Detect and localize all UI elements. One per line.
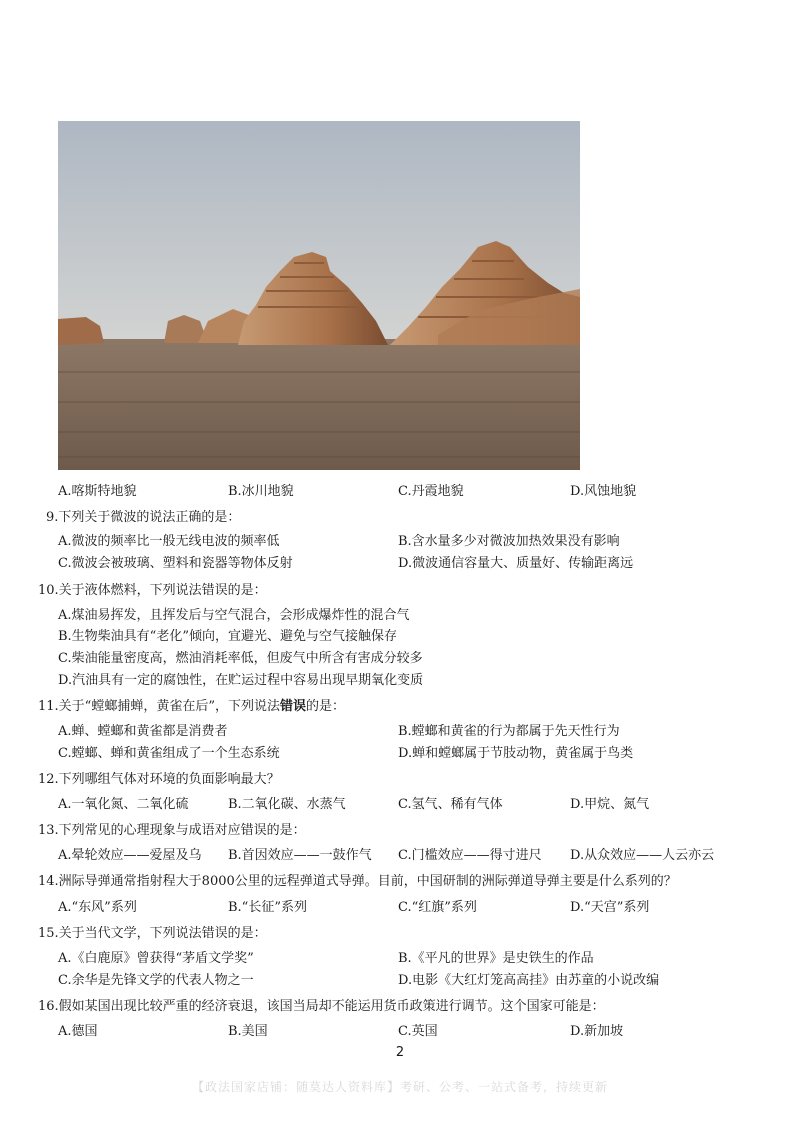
q8-option-d: D.风蚀地貌	[570, 484, 637, 499]
q10-stem: 10.关于液体燃料，下列说法错误的是：	[38, 583, 267, 598]
q10-option-d: D.汽油具有一定的腐蚀性，在贮运过程中容易出现早期氧化变质	[58, 673, 424, 688]
q12-option-c: C.氢气、稀有气体	[398, 797, 503, 812]
q8-option-c: C.丹霞地貌	[398, 484, 464, 499]
q11-option-d: D.蝉和螳螂属于节肢动物，黄雀属于鸟类	[398, 746, 634, 761]
q11-stem-before: 11.关于“螳螂捕蝉，黄雀在后”，下列说法	[38, 699, 280, 714]
footer-watermark-text: 【政法国家店铺：随莫达人资料库】考研、公考、一站式备考，持续更新	[191, 1080, 608, 1094]
yardang-landscape-image	[58, 121, 580, 470]
q12-stem: 12.下列哪组气体对环境的负面影响最大？	[38, 772, 280, 787]
q15-stem: 15.关于当代文学，下列说法错误的是：	[38, 926, 267, 941]
q8-option-a: A.喀斯特地貌	[58, 484, 137, 499]
q16-option-a: A.德国	[58, 1024, 98, 1039]
q9-stem: 9.下列关于微波的说法正确的是：	[46, 510, 241, 525]
q13-option-a: A.晕轮效应——爱屋及乌	[58, 848, 202, 863]
q16-option-b: B.美国	[228, 1024, 268, 1039]
q10-option-a: A.煤油易挥发，且挥发后与空气混合，会形成爆炸性的混合气	[58, 608, 410, 623]
q16-option-c: C.英国	[398, 1024, 438, 1039]
q10-option-b: B.生物柴油具有“老化”倾向，宜避光、避免与空气接触保存	[58, 629, 397, 644]
q15-option-b: B.《平凡的世界》是史铁生的作品	[398, 951, 594, 966]
q15-option-a: A.《白鹿原》曾获得“茅盾文学奖”	[58, 951, 254, 966]
page-number: 2	[395, 1045, 405, 1060]
q9-option-d: D.微波通信容量大、质量好、传输距离远	[398, 556, 634, 571]
q14-stem: 14.洲际导弹通常指射程大于8000公里的远程弹道式导弹。目前，中国研制的洲际弹道导弹主要是什么系列的？	[38, 874, 677, 889]
q12-option-d: D.甲烷、氮气	[570, 797, 650, 812]
q14-option-d: D.“天宫”系列	[570, 900, 650, 915]
q11-stem	[38, 698, 345, 716]
q13-option-d: D.从众效应——人云亦云	[570, 848, 715, 863]
q13-option-c: C.门槛效应——得寸进尺	[398, 848, 542, 863]
q14-option-c: C.“红旗”系列	[398, 900, 477, 915]
q12-option-a: A.一氧化氮、二氧化硫	[58, 797, 189, 812]
q15-option-c: C.余华是先锋文学的代表人物之一	[58, 973, 254, 988]
q11-stem-after: 的是：	[305, 699, 345, 714]
q9-option-c: C.微波会被玻璃、塑料和瓷器等物体反射	[58, 556, 293, 571]
q11-option-c: C.螳螂、蝉和黄雀组成了一个生态系统	[58, 746, 280, 761]
q11-option-b: B.螳螂和黄雀的行为都属于先天性行为	[398, 724, 620, 739]
q9-option-a: A.微波的频率比一般无线电波的频率低	[58, 534, 280, 549]
q9-option-b: B.含水量多少对微波加热效果没有影响	[398, 534, 620, 549]
q11-stem-emphasis: 错误	[279, 699, 306, 714]
q15-option-d: D.电影《大红灯笼高高挂》由苏童的小说改编	[398, 973, 660, 988]
q16-stem: 16.假如某国出现比较严重的经济衰退，该国当局却不能运用货币政策进行调节。这个国家可能是：	[38, 999, 605, 1014]
q13-stem: 13.下列常见的心理现象与成语对应错误的是：	[38, 823, 306, 838]
q16-option-d: D.新加坡	[570, 1024, 624, 1039]
q14-option-b: B.“长征”系列	[228, 900, 307, 915]
q11-option-a: A.蝉、螳螂和黄雀都是消费者	[58, 724, 228, 739]
q8-option-b: B.冰川地貌	[228, 484, 294, 499]
q12-option-b: B.二氧化碳、水蒸气	[228, 797, 346, 812]
desert-landform-photo	[58, 121, 580, 470]
q13-option-b: B.首因效应——一鼓作气	[228, 848, 372, 863]
q14-option-a: A.“东风”系列	[58, 900, 137, 915]
q10-option-c: C.柴油能量密度高，燃油消耗率低，但废气中所含有害成分较多	[58, 651, 423, 666]
